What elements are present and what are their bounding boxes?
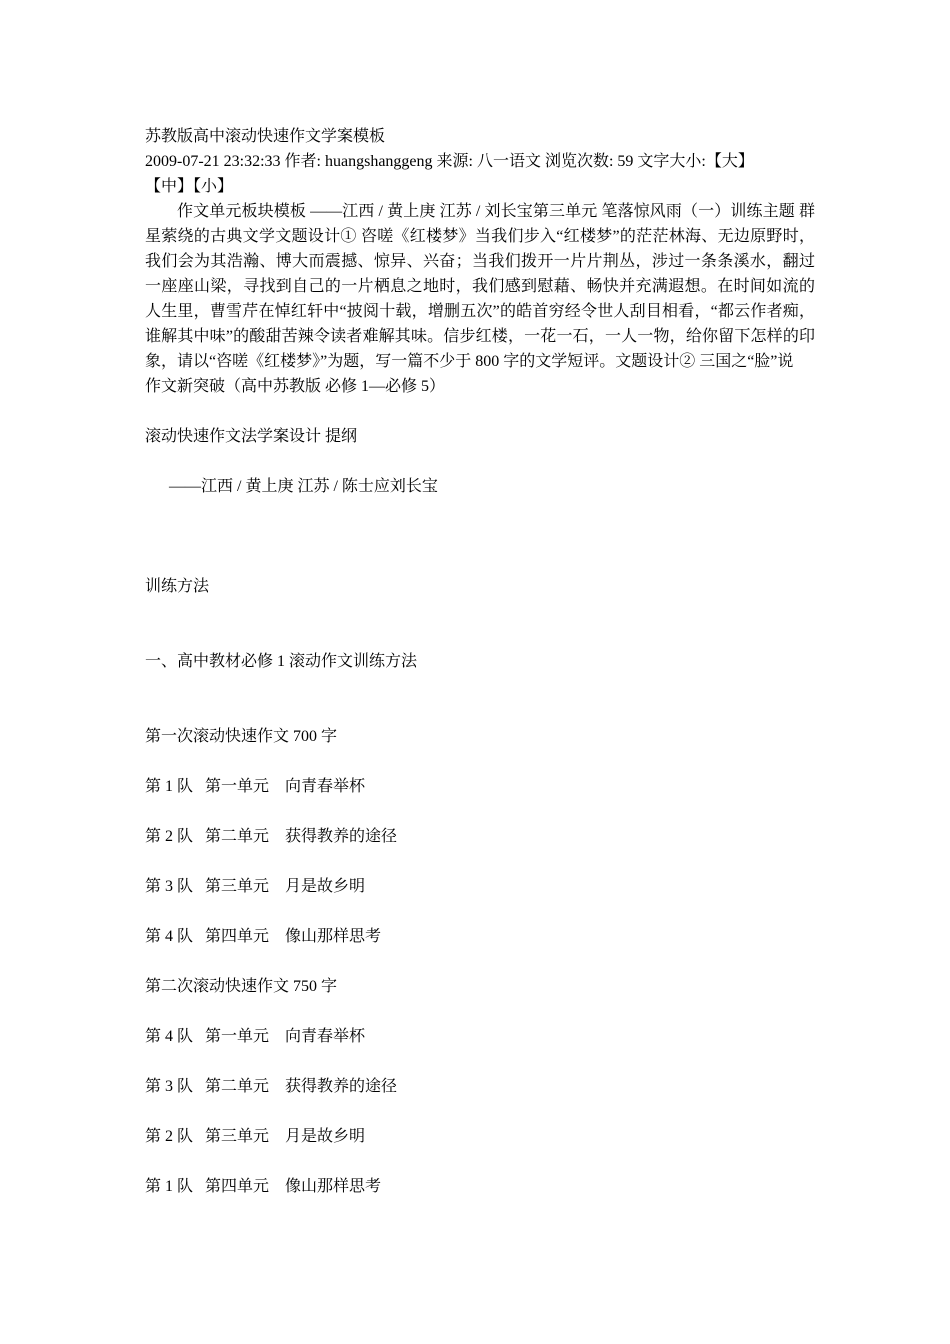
section1-heading: 一、高中教材必修 1 滚动作文训练方法 — [145, 653, 418, 670]
method-heading: 训练方法 — [145, 578, 210, 595]
list-item: 第 4 队 第四单元 像山那样思考 — [145, 928, 382, 945]
font-size-options: 【中】【小】 — [145, 178, 234, 195]
spacer — [145, 449, 815, 474]
spacer — [145, 399, 815, 424]
spacer — [145, 674, 815, 724]
intro-paragraph: 作文单元板块模板 ——江西 / 黄上庚 江苏 / 刘长宝第三单元 笔落惊风雨（一）训练主题 群星萦绕的古典文学文题设计① 咨嗟《红楼梦》当我们步入“红楼梦”的茫茫林海、无边原野时，我们会为其浩瀚、博大而震撼、惊异、兴奋；当我们拨开一片片荆丛，涉过一条条溪水，翻过一座座山梁，寻找到自己的一片栖息之地时，我们感到慰藉、畅快并充满遐想。在时间如流的人生里，曹雪芹在悼红轩中“披阅十载，增删五次”的皓首穷经令世人刮目相看，“都云作者痴，谁解其中味”的酸甜苦辣令读者难解其味。信步红楼，一花一石，一人一物，给你留下怎样的印象，请以“咨嗟《红楼梦》”为题，写一篇不少于 800 字的文学短评。文题设计② 三国之“脸”说 — [145, 203, 815, 370]
spacer — [145, 599, 815, 649]
authors-line: ——江西 / 黄上庚 江苏 / 陈士应刘长宝 — [169, 478, 438, 495]
breakthrough-line: 作文新突破（高中苏教版 必修 1—必修 5） — [145, 378, 446, 395]
spacer — [145, 749, 815, 774]
round2-heading: 第二次滚动快速作文 750 字 — [145, 978, 338, 995]
list-item: 第 1 队 第四单元 像山那样思考 — [145, 1178, 382, 1195]
list-item: 第 2 队 第三单元 月是故乡明 — [145, 1128, 366, 1145]
list-item: 第 4 队 第一单元 向青春举杯 — [145, 1028, 366, 1045]
list-item: 第 1 队 第一单元 向青春举杯 — [145, 778, 366, 795]
list-item: 第 3 队 第二单元 获得教养的途径 — [145, 1078, 398, 1095]
spacer — [145, 949, 815, 974]
document-title: 苏教版高中滚动快速作文学案模板 — [145, 128, 386, 145]
document-page — [145, 124, 815, 1199]
list-item: 第 2 队 第二单元 获得教养的途径 — [145, 828, 398, 845]
round2-list — [145, 1024, 815, 1199]
list-item: 第 3 队 第三单元 月是故乡明 — [145, 878, 366, 895]
round1-list — [145, 774, 815, 949]
spacer — [145, 999, 815, 1024]
spacer — [145, 499, 815, 574]
round1-heading: 第一次滚动快速作文 700 字 — [145, 728, 338, 745]
outline-title: 滚动快速作文法学案设计 提纲 — [145, 428, 358, 445]
meta-line: 2009-07-21 23:32:33 作者: huangshanggeng 来源: 八一语文 浏览次数: 59 文字大小:【大】 — [145, 153, 754, 170]
